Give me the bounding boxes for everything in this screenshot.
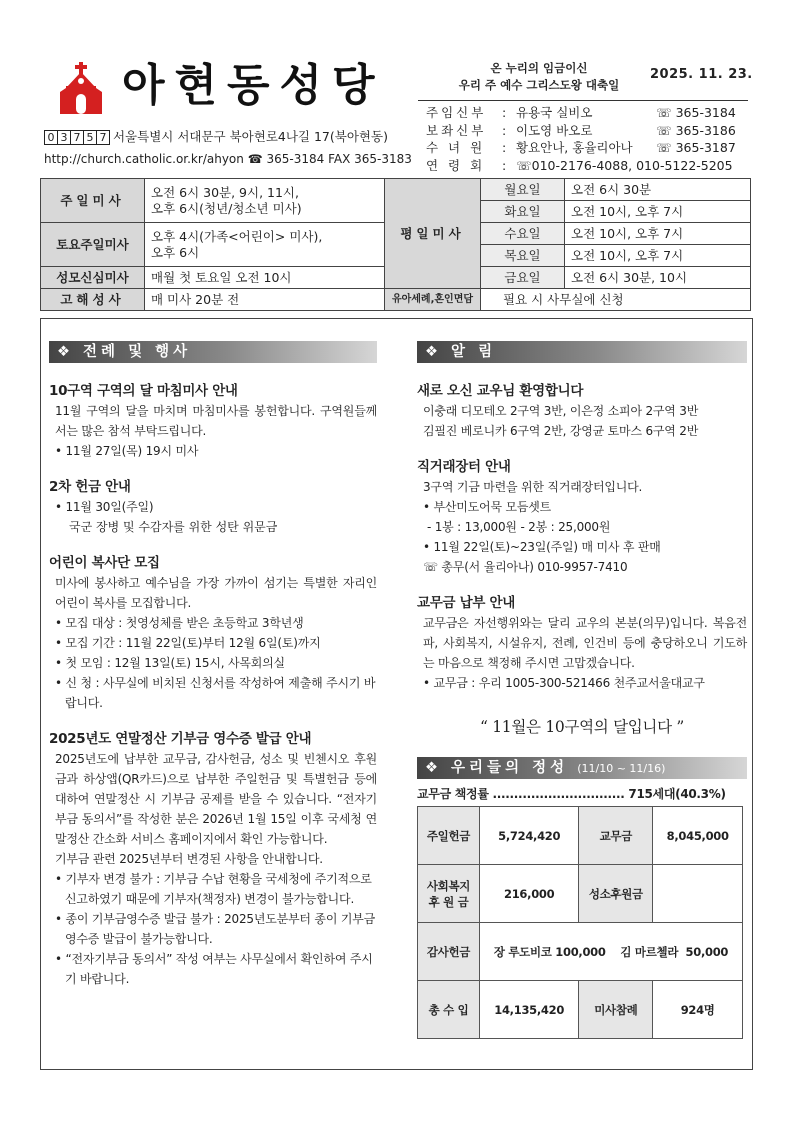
staff-row: 보좌신부 : 이도영 바오로 ☏ 365-3186	[426, 122, 736, 138]
offering-value: 장 루도비코 100,000 김 마르첼라 50,000	[480, 923, 743, 981]
sunday-line1: 오전 6시 30분, 9시, 11시,	[151, 184, 299, 200]
article-sub: - 1봉 : 13,000원 - 2봉 : 25,000원	[427, 520, 611, 534]
phone-icon: ☏	[516, 157, 532, 173]
church-logo-icon	[60, 62, 102, 114]
staff-row: 수 녀 원 : 황요안나, 홍율리아나 ☏ 365-3187	[426, 140, 736, 155]
article-bullet: • 교무금 : 우리 1005-300-521466 천주교서울대교구	[423, 676, 705, 690]
church-name: 아현동성당	[122, 60, 385, 111]
weekday-day: 목요일	[481, 245, 565, 267]
pledge-rate: 교무금 책정률 ............................... 715세대(40.3%)	[417, 787, 726, 801]
offering-label: 사회복지 후 원 금	[418, 865, 480, 923]
staff-name: 황요안나, 홍율리아나	[516, 140, 633, 155]
article-bullet: • 종이 기부금영수증 발급 불가 : 2025년도분부터 종이 기부금영수증 발급이 불가능합니다.	[55, 912, 376, 946]
article-text: 기부금 관련 2025년부터 변경된 사항을 안내합니다.	[55, 852, 323, 866]
sunday-mass-label: 주일미사	[41, 179, 145, 223]
baptism-label: 유아세례,혼인면담	[385, 289, 481, 311]
offering-value: 5,724,420	[480, 807, 579, 865]
article-title: 교무금 납부 안내	[417, 595, 515, 611]
saturday-line1: 오후 4시(가족<어린이> 미사),	[151, 228, 323, 244]
staff-name: 이도영 바오로	[516, 122, 593, 138]
article-bullet: • 11월 27일(목) 19시 미사	[55, 444, 199, 458]
staff-role: 연 령 회	[426, 157, 486, 173]
bulletin-date: 2025. 11. 23.	[650, 67, 753, 82]
offering-label: 주일헌금	[418, 807, 480, 865]
sunday-mass-times	[145, 179, 385, 223]
feast-motto	[444, 60, 634, 94]
article-bullet: • 11월 30일(주일)	[55, 500, 154, 514]
staff-row: 주임신부 : 유용국 실비오 ☏ 365-3184	[426, 105, 736, 120]
contact-line: ☏ 총무(서 율리아나) 010-9957-7410	[423, 560, 628, 574]
holy-hour-label: 성모신심미사	[41, 267, 145, 289]
offering-value: 14,135,420	[480, 981, 579, 1039]
offering-value	[653, 865, 743, 923]
phone-icon: ☏	[656, 105, 676, 120]
saturday-mass-times	[145, 223, 385, 267]
zip-digit: 3	[57, 130, 71, 145]
article-bullet: • 첫 모임 : 12월 13일(토) 15시, 사목회의실	[55, 656, 285, 670]
staff-role: 주임신부	[426, 105, 487, 120]
saturday-line2: 오후 6시	[151, 244, 200, 260]
article-text: 김필진 베로니카 6구역 2반, 강영균 토마스 6구역 2반	[423, 424, 699, 438]
zip-digit: 5	[83, 130, 97, 145]
address	[44, 128, 388, 146]
offering-label: 총 수 입	[418, 981, 480, 1039]
month-quote: “ 11월은 10구역의 달입니다 ”	[479, 718, 685, 736]
main-content-frame	[40, 318, 753, 1070]
article-bullet: • “전자기부금 동의서” 작성 여부는 사무실에서 확인하여 주시기 바랍니다.	[55, 952, 373, 986]
offering-value: 924명	[653, 981, 743, 1039]
weekday-time: 오전 10시, 오후 7시	[565, 223, 751, 245]
article-bullet: • 기부자 변경 불가 : 기부금 수납 현황을 국세청에 주기적으로 신고하였기 때문에 기부자(책정자) 변경이 불가능합니다.	[55, 872, 372, 906]
web-line	[44, 150, 412, 168]
left-column	[49, 341, 377, 989]
offering-period: (11/10 ~ 11/16)	[577, 762, 666, 775]
staff-tel: 365-3187	[675, 140, 736, 155]
article-text: 미사에 봉사하고 예수님을 가장 가까이 섬기는 특별한 자리인 어린이 복사를 모집합니다.	[55, 576, 377, 610]
offering-table	[417, 806, 743, 1039]
article-text: 교무금은 자선행위와는 달리 교우의 본분(의무)입니다. 복음전파, 사회복지, 시설유지, 전례, 인건비 등에 충당하오니 기도하는 마음으로 책정해 주시면 고맙겠습니다.	[423, 616, 747, 670]
holy-hour-text: 매월 첫 토요일 오전 10시	[145, 267, 385, 289]
saturday-mass-label: 토요주일미사	[41, 223, 145, 267]
mass-schedule-table	[40, 178, 751, 311]
article-bullet: • 모집 기간 : 11월 22일(토)부터 12월 6일(토)까지	[55, 636, 321, 650]
table-row	[418, 981, 743, 1039]
article-title: 2025년도 연말정산 기부금 영수증 발급 안내	[49, 731, 312, 747]
staff-tel: 010-2176-4088, 010-5122-5205	[531, 157, 733, 173]
notice-section-header: ❖ 알 림	[417, 341, 747, 363]
offering-title: ❖ 우리들의 정성	[425, 760, 569, 776]
right-column	[417, 341, 747, 1039]
article-title: 10구역 구역의 달 마침미사 안내	[49, 383, 238, 399]
staff-divider	[418, 100, 748, 101]
weekday-day: 화요일	[481, 201, 565, 223]
phone-icon: ☏	[656, 140, 676, 155]
phone-icon: ☏	[656, 122, 676, 138]
staff-role: 수 녀 원	[426, 140, 486, 155]
article-sub: 국군 장병 및 수감자를 위한 성탄 위문금	[69, 520, 278, 534]
weekday-day: 금요일	[481, 267, 565, 289]
sunday-line2: 오후 6시(청년/청소년 미사)	[151, 200, 302, 216]
offering-label: 성소후원금	[579, 865, 653, 923]
weekday-day: 수요일	[481, 223, 565, 245]
article-text: 11월 구역의 달을 마치며 마침미사를 봉헌합니다. 구역원들께서는 많은 참석 부탁드립니다.	[55, 404, 377, 438]
offering-value: 8,045,000	[653, 807, 743, 865]
weekday-time: 오전 10시, 오후 7시	[565, 245, 751, 267]
weekday-time: 오전 6시 30분, 10시	[565, 267, 751, 289]
table-row	[418, 923, 743, 981]
motto-line2: 우리 주 예수 그리스도왕 대축일	[458, 78, 620, 92]
weekday-day: 월요일	[481, 179, 565, 201]
article-title: 직거래장터 안내	[417, 459, 511, 475]
website-link[interactable]: http://church.catholic.or.kr/ahyon	[44, 152, 244, 166]
offering-value: 216,000	[480, 865, 579, 923]
article-title: 새로 오신 교우님 환영합니다	[417, 383, 584, 399]
staff-list	[426, 104, 746, 174]
article-bullet: • 모집 대상 : 첫영성체를 받은 초등학교 3학년생	[55, 616, 304, 630]
staff-name: 유용국 실비오	[516, 105, 593, 120]
phone-icon: ☎	[247, 152, 263, 166]
zip-digit: 7	[70, 130, 84, 145]
staff-tel: 365-3184	[675, 105, 736, 120]
table-row	[418, 865, 743, 923]
article-bullet: • 신 청 : 사무실에 비치된 신청서를 작성하여 제출해 주시기 바랍니다.	[55, 676, 376, 710]
liturgy-section-header: ❖ 전례 및 행사	[49, 341, 377, 363]
article-title: 어린이 복사단 모집	[49, 555, 160, 571]
offering-label: 미사참례	[579, 981, 653, 1039]
article-bullet: • 부산미도어묵 모듬셋트	[423, 500, 552, 514]
motto-line1: 온 누리의 임금이신	[490, 61, 588, 75]
table-row	[418, 807, 743, 865]
weekday-time: 오전 6시 30분	[565, 179, 751, 201]
article-title: 2차 헌금 안내	[49, 479, 131, 495]
offering-section-header	[417, 757, 747, 779]
zip-digit: 7	[96, 130, 110, 145]
confession-text: 매 미사 20분 전	[145, 289, 385, 311]
address-text: 서울특별시 서대문구 북아현로4나길 17(북아현동)	[112, 129, 388, 144]
article-bullet: • 11월 22일(토)~23일(주일) 매 미사 후 판매	[423, 540, 661, 554]
confession-label: 고해성사	[41, 289, 145, 311]
staff-role: 보좌신부	[426, 122, 487, 138]
staff-tel: 365-3186	[675, 122, 736, 138]
offering-label: 감사헌금	[418, 923, 480, 981]
article-text: 3구역 기금 마련을 위한 직거래장터입니다.	[423, 480, 643, 494]
staff-row: 연 령 회 : ☏ 010-2176-4088, 010-5122-5205	[426, 157, 733, 173]
weekday-mass-label: 평일미사	[385, 179, 481, 289]
zip-digit: 0	[44, 130, 58, 145]
phone-text: 365-3184 FAX 365-3183	[266, 152, 412, 166]
article-text: 2025년도에 납부한 교무금, 감사헌금, 성소 및 빈첸시오 후원금과 하상앱(QR카드)으로 납부한 주일헌금 및 특별헌금 등에 대하여 연말정산 시 기부금 공제를 받을 수 있습니다. “전자기부금 동의서”를 작성한 분은 2026년 1월 15일 이후 국세청 연말정산 간소화 서비스 홈페이지에서 확인 가능합니다.	[55, 752, 377, 846]
weekday-time: 오전 10시, 오후 7시	[565, 201, 751, 223]
offering-label: 교무금	[579, 807, 653, 865]
article-text: 이충래 디모테오 2구역 3반, 이은정 소피아 2구역 3반	[423, 404, 699, 418]
baptism-text: 필요 시 사무실에 신청	[481, 289, 751, 311]
